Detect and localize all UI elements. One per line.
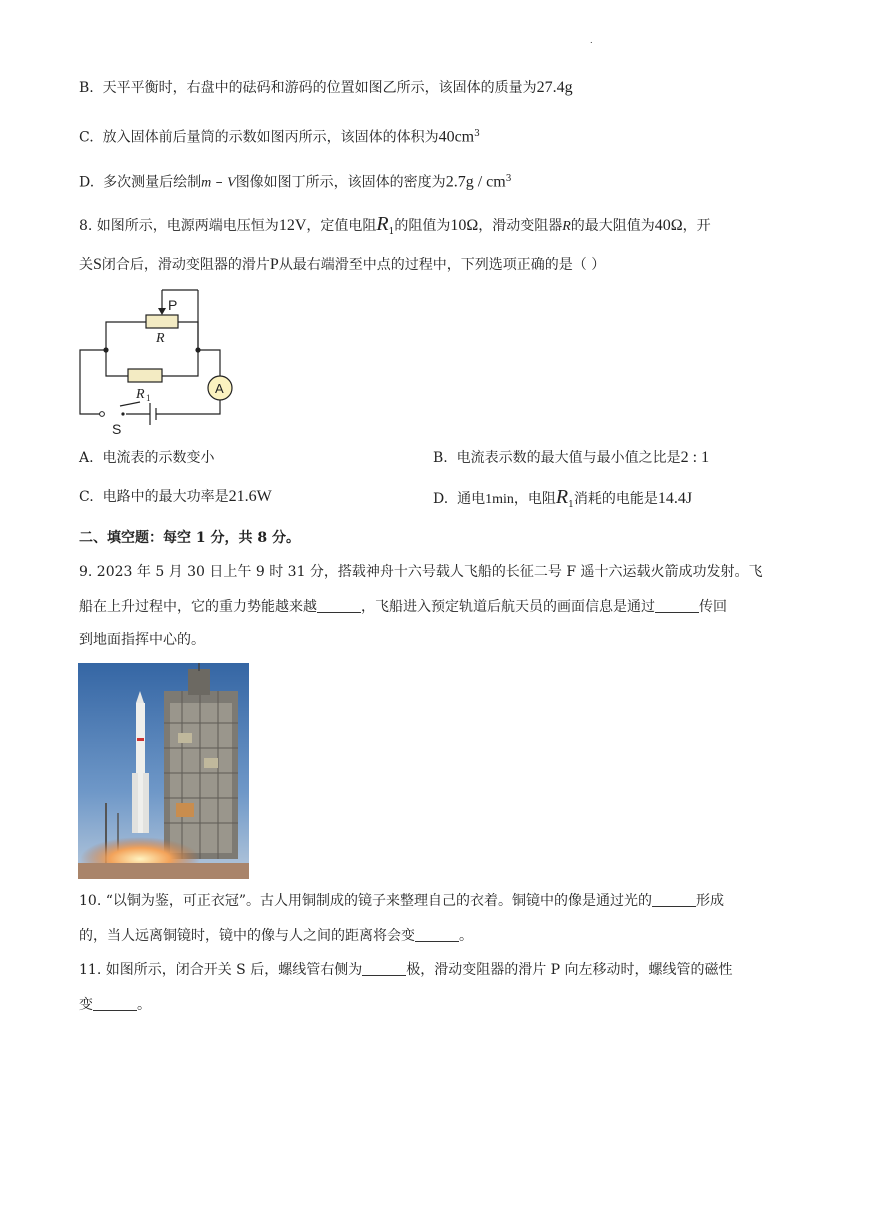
- answer-blank[interactable]: [655, 598, 699, 613]
- q8-option-d: D. 通电1min，电阻$R_1$消耗的电能是14.4J: [433, 486, 693, 510]
- q11-line1: 11. 如图所示，闭合开关 S 后，螺线管右侧为 极，滑动变阻器的滑片 P 向左移动时，螺线管的磁性: [79, 962, 733, 978]
- rocket-launch-photo: [78, 663, 249, 879]
- answer-blank[interactable]: [317, 598, 361, 613]
- q8-stem-line2: 关S闭合后，滑动变阻器的滑片P从最右端滑至中点的过程中，下列选项正确的是（ ）: [79, 256, 606, 273]
- label-r1-sub: 1: [146, 393, 151, 403]
- header-dot: .: [590, 36, 593, 45]
- section-title: 二、填空题：每空 1 分，共 8 分。: [79, 530, 300, 546]
- q8-option-a: A. 电流表的示数变小: [79, 450, 215, 466]
- q9-line1: 9. 2023 年 5 月 30 日上午 9 时 31 分，搭载神舟十六号载人飞船的长征二号 F 遥十六运载火箭成功发射。飞: [79, 564, 763, 580]
- label-p: P: [168, 297, 178, 313]
- answer-blank[interactable]: [93, 996, 137, 1011]
- answer-blank[interactable]: [362, 961, 406, 976]
- label-r: R: [156, 331, 165, 346]
- q9-line3: 到地面指挥中心的。: [79, 632, 205, 648]
- q7-option-d: D. 多次测量后绘制m – V图像如图丁所示，该固体的密度为$2.7g / cm^3$: [79, 173, 512, 191]
- q8-option-b: B. 电流表示数的最大值与最小值之比是2 : 1: [433, 449, 710, 466]
- q7-option-b: B. 天平平衡时，右盘中的砝码和游码的位置如图乙所示，该固体的质量为27.4g: [79, 79, 573, 96]
- label-s: S: [112, 421, 122, 436]
- label-r1: R: [136, 387, 145, 402]
- q7-option-c: C. 放入固体前后量筒的示数如图丙所示，该固体的体积为$40cm^3$: [79, 128, 480, 146]
- q11-line2: 变 。: [79, 997, 151, 1013]
- q8-stem-line1: 8. 如图所示，电源两端电压恒为12V，定值电阻$R_1$的阻值为10Ω，滑动变阻器R的最大阻值为40Ω，开: [79, 213, 711, 237]
- answer-blank[interactable]: [415, 927, 459, 942]
- q10-line1: 10. “以铜为鉴，可正衣冠”。古人用铜制成的镜子来整理自己的衣着。铜镜中的像是通过光的 形成: [79, 893, 725, 909]
- rheostat-r: [146, 315, 178, 328]
- answer-blank[interactable]: [652, 892, 696, 907]
- q8-option-c: C. 电路中的最大功率是21.6W: [79, 488, 272, 505]
- q10-line2: 的，当人远离铜镜时，镜中的像与人之间的距离将会变 。: [79, 928, 473, 944]
- resistor-r1: [128, 369, 162, 382]
- q8-circuit-diagram: [76, 288, 246, 436]
- label-a: A: [215, 381, 224, 396]
- q9-line2: 船在上升过程中，它的重力势能越来越 ，飞船进入预定轨道后航天员的画面信息是通过 传回: [79, 599, 727, 615]
